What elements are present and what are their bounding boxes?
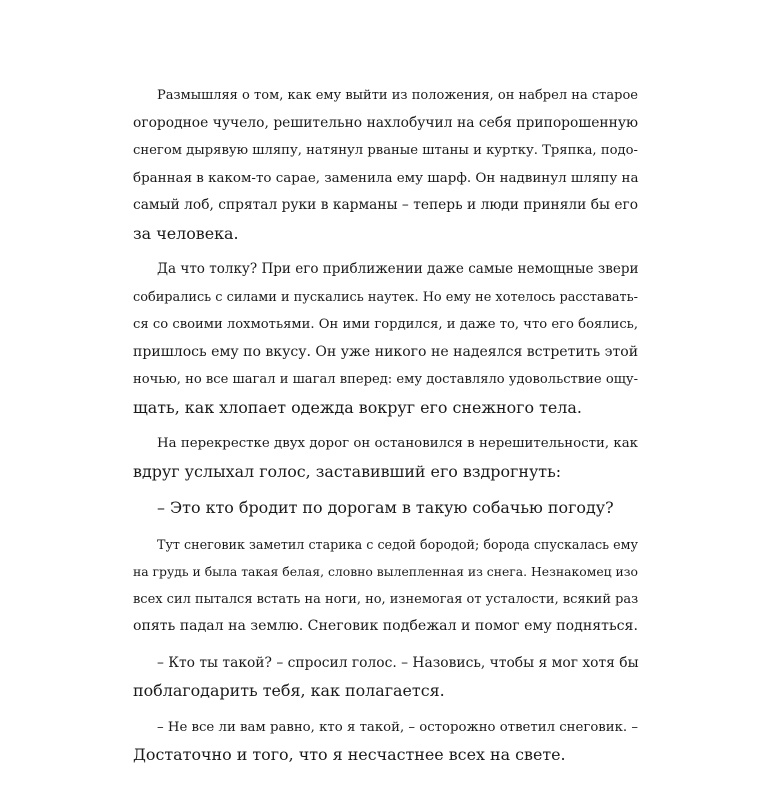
- paragraph: [133, 430, 638, 485]
- paragraph: [133, 494, 638, 522]
- text-line: – Кто ты такой? – спросил голос. – Назовись, чтобы я мог хотя бы: [157, 654, 639, 671]
- text-line: ночью, но все шагал и шагал вперед: ему доставляло удовольствие ощу-: [133, 372, 638, 387]
- text-line: огородное чучело, решительно нахлобучил на себя припорошенную: [133, 114, 638, 131]
- text-line: щать, как хлопает одежда вокруг его снежного тела.: [133, 397, 582, 417]
- text-line: Да что толку? При его приближении даже самые немощные звери: [157, 261, 639, 277]
- text-line: снегом дырявую шляпу, натянул рваные штаны и куртку. Тряпка, подо-: [133, 143, 638, 158]
- text-line: собирались с силами и пускались наутек. Но ему не хотелось расставать-: [133, 289, 638, 305]
- text-line: ся со своими лохмотьями. Он ими гордился, и даже то, что его боялись,: [133, 317, 638, 332]
- paragraph: [133, 256, 638, 421]
- text-line: – Не все ли вам равно, кто я такой, – осторожно ответил снеговик. –: [157, 719, 638, 735]
- paragraph: [133, 714, 638, 769]
- paragraph: [133, 531, 638, 641]
- text-line: на грудь и была такая белая, словно вылепленная из снега. Незнакомец изо: [133, 564, 638, 579]
- text-line: опять падал на землю. Снеговик подбежал и помог ему подняться.: [133, 618, 638, 634]
- text-line: поблагодарить тебя, как полагается.: [133, 681, 445, 700]
- text-line: Размышляя о том, как ему выйти из положения, он набрел на старое: [157, 88, 638, 103]
- text-line: Достаточно и того, что я несчастнее всех на свете.: [133, 745, 566, 764]
- text-line: вдруг услыхал голос, заставивший его вздрогнуть:: [133, 461, 562, 481]
- text-line: бранная в каком-то сарае, заменила ему шарф. Он надвинул шляпу на: [133, 170, 639, 186]
- text-line: – Это кто бродит по дорогам в такую собачью погоду?: [157, 498, 614, 517]
- text-line: Тут снеговик заметил старика с седой бородой; борода спускалась ему: [157, 536, 638, 552]
- text-line: На перекрестке двух дорог он остановился в нерешительности, как: [157, 436, 638, 451]
- text-line: пришлось ему по вкусу. Он уже никого не надеялся встретить этой: [133, 343, 639, 360]
- body-text: [133, 82, 638, 778]
- text-line: самый лоб, спрятал руки в карманы – теперь и люди приняли бы его: [133, 197, 638, 213]
- paragraph: [133, 650, 638, 705]
- text-line: всех сил пытался встать на ноги, но, изнемогая от усталости, всякий раз: [133, 591, 639, 607]
- paragraph: [133, 82, 638, 247]
- text-line: за человека.: [133, 223, 239, 243]
